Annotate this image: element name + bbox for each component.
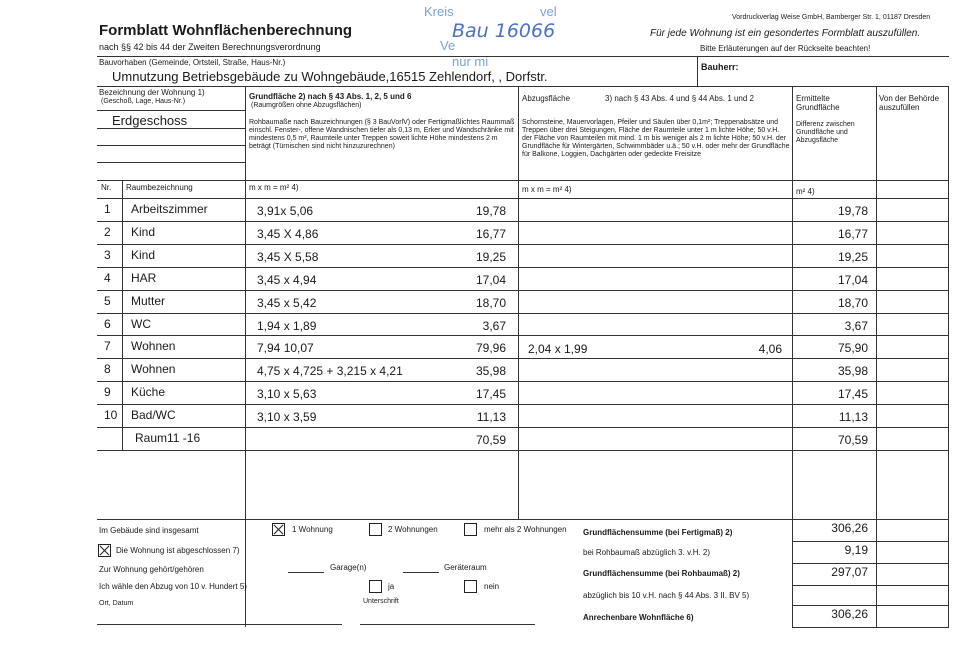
- row-number: 5: [104, 293, 111, 308]
- belongs-label: Zur Wohnung gehört/gehören: [99, 565, 204, 574]
- room-area[interactable]: 19,25: [475, 249, 506, 264]
- table-row-divider: [97, 404, 949, 405]
- sum-finish-value[interactable]: 306,26: [831, 521, 868, 535]
- deduct-area[interactable]: 4,06: [758, 342, 782, 357]
- room-name[interactable]: Kind: [131, 247, 156, 262]
- raw-deduct-label: bei Rohbaumaß abzüglich 3. v.H. 2): [583, 548, 711, 557]
- room-name[interactable]: Kind: [131, 224, 156, 239]
- room-dimensions[interactable]: 1,94 x 1,89: [257, 318, 317, 333]
- sum-raw-label: Grundflächensumme (bei Rohbaumaß) 2): [583, 569, 740, 578]
- net-unit-header: m² 4): [796, 187, 815, 196]
- table-row-divider: [97, 381, 949, 382]
- net-area[interactable]: 35,98: [837, 364, 868, 379]
- raw-deduct-value[interactable]: 9,19: [844, 543, 868, 557]
- net-area[interactable]: 3,67: [844, 318, 868, 333]
- stamp-text-2: vel: [540, 4, 557, 19]
- yes-label: ja: [388, 582, 395, 591]
- building-label: Im Gebäude sind insgesamt: [99, 526, 199, 535]
- room-name[interactable]: HAR: [131, 270, 157, 285]
- room-name[interactable]: Bad/WC: [131, 408, 176, 423]
- net-area[interactable]: 18,70: [837, 295, 868, 310]
- net-area[interactable]: 11,13: [838, 410, 868, 425]
- opt-1-label: 1 Wohnung: [292, 525, 333, 534]
- room-name[interactable]: Wohnen: [131, 339, 176, 354]
- table-row-divider: [97, 267, 949, 268]
- room-header: Raumbezeichnung: [126, 183, 193, 192]
- row-number: 10: [104, 408, 118, 423]
- net-area[interactable]: 17,04: [837, 272, 868, 287]
- checkbox-closed[interactable]: [98, 544, 111, 557]
- room-name[interactable]: Wohnen: [131, 362, 176, 377]
- deduct-formula-header: m x m = m² 4): [522, 185, 572, 194]
- signature-label: Unterschrift: [363, 598, 399, 605]
- owner-label: Bauherr:: [701, 62, 739, 72]
- handwritten-file-number: Bau 16066: [452, 20, 556, 42]
- checkbox-no[interactable]: [464, 580, 477, 593]
- room-dimensions[interactable]: 3,10 x 3,59: [257, 410, 317, 425]
- net-area[interactable]: 19,78: [837, 204, 868, 218]
- row-number: 6: [104, 316, 111, 331]
- table-row-divider: [97, 358, 949, 359]
- publisher: Vordruckverlag Weise GmbH, Bamberger Str. 1, 01187 Dresden: [732, 14, 931, 21]
- row-number: 7: [104, 339, 111, 354]
- no-label: nein: [484, 582, 500, 591]
- checkbox-1-dwelling[interactable]: [272, 523, 285, 536]
- room-area[interactable]: 17,04: [475, 272, 506, 287]
- row-number: 8: [104, 362, 111, 377]
- project-value[interactable]: Umnutzung Betriebsgebäude zu Wohngebäude,16515 Zehlendorf, , Dorfstr.: [112, 69, 548, 84]
- gross-label: Grundfläche 2) nach § 43 Abs. 1, 2, 5 und 6: [249, 92, 412, 101]
- room-area[interactable]: 19,78: [475, 204, 506, 218]
- living-label: Anrechenbare Wohnfläche 6): [583, 613, 694, 622]
- row-number: 3: [104, 247, 111, 262]
- room-dimensions[interactable]: 3,45 x 4,94: [257, 272, 317, 287]
- row-number: 2: [104, 224, 111, 239]
- table-row-divider: [97, 221, 949, 222]
- row-number: 9: [104, 385, 111, 400]
- deduct-label: Abzugsfläche: [522, 94, 571, 103]
- gross-text: Rohbaumaße nach Bauzeichnungen (§ 3 BauVorlV) oder Fertigmaßlichtes Raummaß einschl. Fenster-, offene Wandnischen tiefer als 0,13 m, Erker und Wandschränke mit mindestens 0,5 m², Raumteile unter Treppen soweit lichte Höhe mindestens 2 m beträgt (Türnischen sind nicht hinzuzurechnen): [249, 119, 515, 150]
- room-area[interactable]: 35,98: [475, 364, 506, 379]
- dwelling-sub: (Geschoß, Lage, Haus-Nr.): [101, 98, 186, 105]
- shed-label: Geräteraum: [444, 563, 487, 572]
- closed-label: Die Wohnung ist abgeschlossen 7): [116, 546, 240, 555]
- checkbox-more-dwellings[interactable]: [464, 523, 477, 536]
- net-area[interactable]: 16,77: [837, 226, 868, 241]
- stamp-text: Kreis: [424, 4, 454, 19]
- room-area[interactable]: 79,96: [475, 341, 506, 356]
- sum-finish-label: Grundflächensumme (bei Fertigmaß) 2): [583, 528, 733, 537]
- deduction-choice-label: Ich wähle den Abzug von 10 v. Hundert 5): [99, 582, 247, 591]
- ten-pct-label: abzüglich bis 10 v.H. nach § 44 Abs. 3 II. BV 5): [583, 591, 750, 600]
- room-name[interactable]: Mutter: [131, 293, 166, 308]
- room-dimensions[interactable]: 3,45 X 4,86: [257, 226, 319, 241]
- stamp-text-3: Ve: [440, 38, 456, 53]
- net-area[interactable]: 70,59: [837, 433, 868, 447]
- nr-header: Nr.: [101, 183, 112, 192]
- row-number: 4: [104, 270, 111, 285]
- formula-header: m x m = m² 4): [249, 183, 299, 192]
- sum-raw-value[interactable]: 297,07: [831, 565, 868, 579]
- net-area[interactable]: 75,90: [837, 341, 868, 356]
- authority-label: Von der Behörde auszufüllen: [879, 94, 940, 112]
- gross-sub: (Raumgrößen ohne Abzugsflächen): [251, 102, 362, 109]
- table-row-divider: [97, 290, 949, 291]
- room-area[interactable]: 16,77: [475, 226, 506, 241]
- room-dimensions[interactable]: 3,45 X 5,58: [257, 249, 319, 264]
- deduct-dimensions[interactable]: 2,04 x 1,99: [528, 342, 588, 357]
- dwelling-label: Bezeichnung der Wohnung 1): [99, 88, 205, 97]
- opt-2-label: 2 Wohnungen: [388, 525, 438, 534]
- form-title: Formblatt Wohnflächenberechnung: [99, 22, 353, 39]
- deduct-text: Schornsteine, Mauervorlagen, Pfeiler und Säulen über 0,1m²; Treppenabsätze und Treppen über drei Steigungen, Fläche der Raumteile unter 1 m lichte Höhe; 50 v.H. der Fläche von Raumteilen mit mind. 1 m bis weniger als 2 m lichte Höhe; 50 v.H. der Grundfläche für Wintergärten, Schwimmbäder u.ä.; 50 v.H. oder mehr der Grundfläche für Balkone, Loggien, Dachgärten oder gedeckte Freisitze: [522, 119, 790, 158]
- instruction: Für jede Wohnung ist ein gesondertes Formblatt auszufüllen.: [650, 28, 921, 39]
- dwelling-value[interactable]: Erdgeschoss: [112, 113, 188, 128]
- room-area[interactable]: 3,67: [482, 318, 506, 333]
- net-area[interactable]: 17,45: [837, 387, 868, 402]
- table-row-divider: [97, 335, 949, 336]
- room-name[interactable]: Arbeitszimmer: [131, 202, 208, 216]
- room-area[interactable]: 11,13: [476, 410, 506, 425]
- place-date-label: Ort, Datum: [99, 600, 134, 607]
- room-area[interactable]: 70,59: [475, 433, 506, 447]
- checkbox-2-dwellings[interactable]: [369, 523, 382, 536]
- note: Bitte Erläuterungen auf der Rückseite beachten!: [700, 44, 871, 53]
- table-row-divider: [97, 427, 949, 428]
- checkbox-yes[interactable]: [369, 580, 382, 593]
- form-subtitle: nach §§ 42 bis 44 der Zweiten Berechnungsverordnung: [99, 42, 321, 52]
- garage-label: Garage(n): [330, 563, 367, 572]
- room-dimensions[interactable]: 3,91x 5,06: [257, 204, 314, 218]
- room-dimensions[interactable]: 4,75 x 4,725 + 3,215 x 4,21: [257, 364, 403, 379]
- table-row-divider: [97, 244, 949, 245]
- table-row-divider: [97, 198, 949, 199]
- net-label: Ermittelte Grundfläche: [796, 94, 840, 112]
- room-area[interactable]: 17,45: [475, 387, 506, 402]
- table-row-divider: [97, 313, 949, 314]
- project-label: Bauvorhaben (Gemeinde, Ortsteil, Straße, Haus-Nr.): [99, 58, 286, 67]
- room-dimensions[interactable]: 7,94 10,07: [257, 341, 314, 356]
- deduct-sub: 3) nach § 43 Abs. 4 und § 44 Abs. 1 und 2: [605, 94, 755, 103]
- room-area[interactable]: 18,70: [475, 295, 506, 310]
- living-value[interactable]: 306,26: [831, 607, 868, 621]
- room-name[interactable]: Küche: [131, 385, 166, 400]
- stamp-text-4: nur mi: [452, 54, 489, 69]
- room-name[interactable]: Raum11 -16: [135, 431, 201, 445]
- room-dimensions[interactable]: 3,10 x 5,63: [257, 387, 317, 402]
- net-text: Differenz zwischen Grundfläche und Abzugsfläche: [796, 121, 855, 144]
- room-name[interactable]: WC: [131, 316, 151, 331]
- room-dimensions[interactable]: 3,45 x 5,42: [257, 295, 317, 310]
- row-number: 1: [104, 202, 111, 216]
- net-area[interactable]: 19,25: [837, 249, 868, 264]
- opt-3-label: mehr als 2 Wohnungen: [484, 525, 567, 534]
